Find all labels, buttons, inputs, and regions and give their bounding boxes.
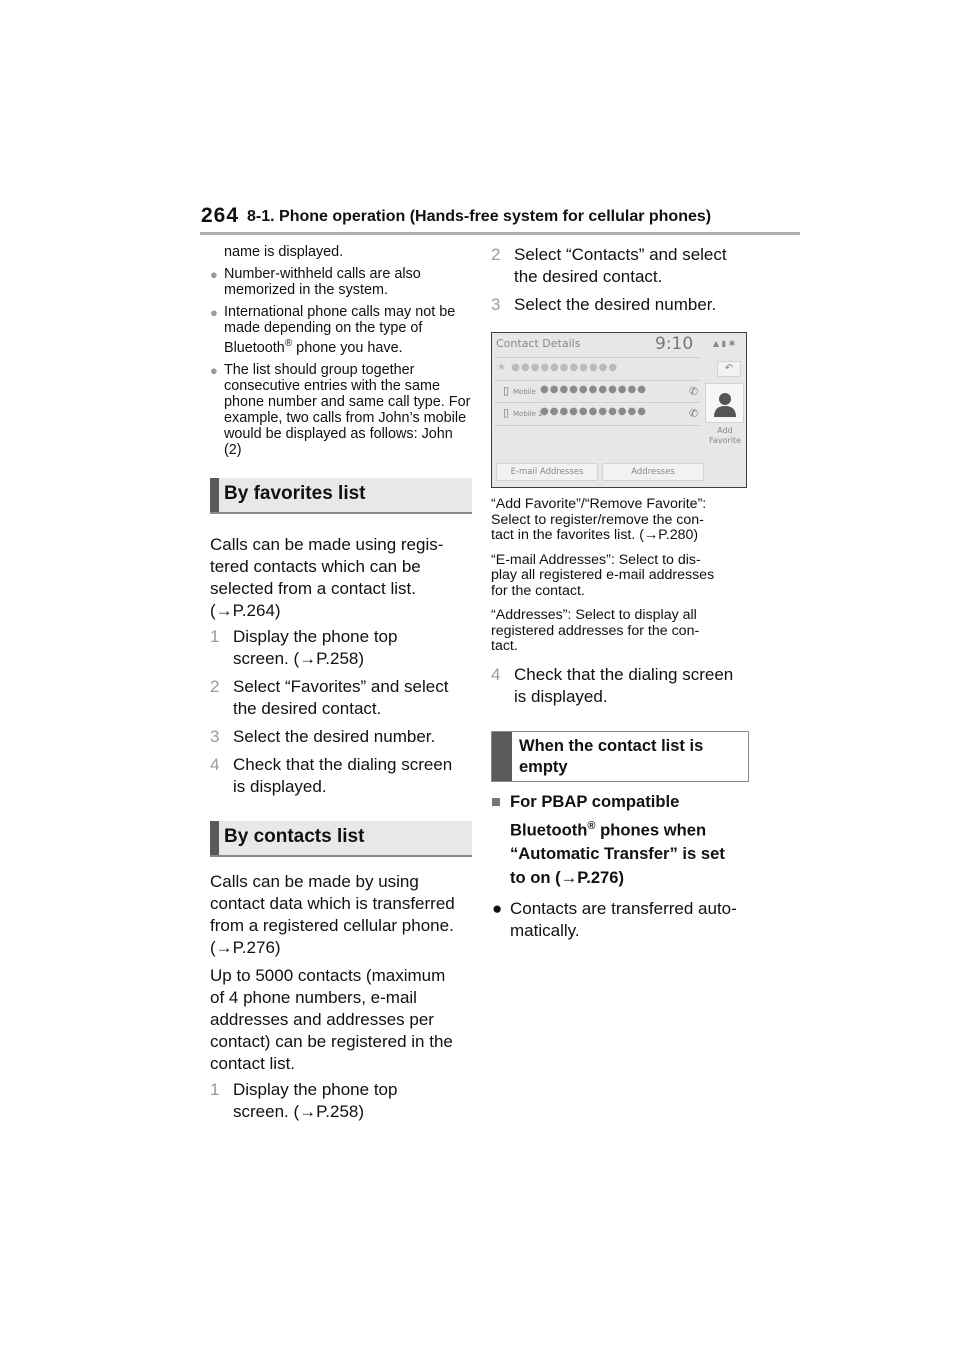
text-span: phones when — [595, 820, 707, 840]
bullet-text-tail: phone you have. — [292, 339, 403, 356]
text-line: For PBAP compatible — [510, 791, 680, 811]
page-number: 264 — [201, 204, 240, 227]
bullet-dot-icon: ● — [210, 267, 218, 282]
registered-mark: ® — [284, 338, 293, 349]
pbap-subheading — [491, 790, 753, 891]
add-favorite-label: Favorite — [709, 436, 741, 445]
text-line: selected from a contact list. — [210, 578, 416, 598]
right-column — [491, 244, 753, 942]
bullet-text: The list should group together consecutive entries with the same phone number and same call type. For example, two calls from John’s mobile would be displayed as follows: John (2) — [224, 361, 471, 458]
step-item — [491, 244, 753, 288]
text-line: “Addresses”: Select to display all — [491, 607, 697, 623]
mobile-phone-icon: ▯ — [503, 406, 510, 419]
text-line: play all registered e-mail addresses — [491, 567, 715, 583]
text-line: empty — [519, 757, 568, 776]
text-line: Contacts are transferred auto- — [510, 899, 737, 919]
add-favorite-button[interactable] — [704, 426, 746, 446]
mobile-phone-icon: ▯ — [503, 384, 510, 397]
intro-continuation: name is displayed. — [224, 244, 344, 260]
phone-number-mask: ●●●●●●●●●●● — [540, 406, 647, 417]
add-favorite-label: Add — [717, 426, 733, 435]
text-line: Calls can be made using regis- — [210, 534, 444, 554]
heading-bar — [210, 821, 219, 855]
bullet-text: Number-withheld calls are also memorized in the system. — [224, 266, 421, 298]
number-type-label: Mobile — [513, 388, 536, 396]
header-rule — [200, 232, 800, 235]
text-line: tact. — [491, 638, 518, 654]
step-number: 2 — [491, 245, 501, 264]
step-item — [491, 294, 753, 316]
step-number: 1 — [210, 1079, 220, 1099]
step-item — [210, 726, 472, 748]
step-text: Check that the dialing screen — [514, 664, 734, 684]
step-number: 4 — [210, 754, 220, 774]
person-icon — [710, 389, 740, 419]
text-line: contact data which is transferred — [210, 893, 455, 913]
step-item — [210, 1079, 472, 1123]
contact-details-screen — [491, 332, 747, 488]
contact-avatar — [705, 383, 744, 423]
call-icon[interactable]: ✆ — [689, 407, 699, 420]
step-item — [210, 754, 472, 798]
square-bullet-icon: ■ — [491, 791, 502, 811]
phone-number-row[interactable] — [495, 402, 700, 426]
step-text: the desired contact. — [514, 267, 663, 286]
step-text: screen. (→P.258) — [233, 1101, 365, 1121]
step-item — [210, 626, 472, 670]
phone-number-mask: ●●●●●●●●●●● — [540, 384, 647, 395]
note-addresses — [491, 608, 753, 655]
call-icon[interactable]: ✆ — [689, 385, 699, 398]
registered-mark: ® — [587, 819, 596, 832]
number-type-label: Mobile 2 — [513, 410, 543, 418]
bullet-dot-icon: ● — [210, 305, 218, 320]
step-number: 3 — [210, 726, 220, 746]
bullet-dot-icon: ● — [210, 362, 218, 378]
phone-number-row[interactable] — [495, 380, 700, 403]
addresses-button[interactable]: Addresses — [602, 463, 704, 481]
text-line: “Automatic Transfer” is set — [510, 844, 725, 864]
text-line: registered addresses for the con- — [491, 622, 700, 639]
text-line: (→P.264) — [210, 600, 281, 620]
text-line: “Add Favorite”/“Remove Favorite”: — [491, 496, 707, 512]
step-text: screen. (→P.258) — [233, 648, 365, 668]
favorites-heading-text: By favorites list — [224, 482, 366, 504]
text-line: tact in the favorites list. (→P.280) — [491, 527, 699, 543]
contacts-heading — [210, 821, 472, 857]
step-number: 2 — [210, 676, 220, 696]
text-line: (→P.276) — [210, 937, 281, 957]
back-button[interactable] — [717, 361, 741, 377]
text-line: for the contact. — [491, 582, 585, 599]
email-addresses-button[interactable]: E-mail Addresses — [496, 463, 598, 481]
name-row — [495, 357, 700, 379]
bullet-item — [210, 362, 472, 458]
heading-bar — [492, 732, 512, 781]
text-line: When the contact list is — [519, 736, 704, 755]
text-line — [510, 814, 753, 843]
text-line: matically. — [510, 921, 580, 941]
step-text: the desired contact. — [233, 698, 382, 718]
step-text: Select “Favorites” and select — [233, 676, 449, 696]
chapter-title: 8-1. Phone operation (Hands-free system for cellular phones) — [247, 208, 712, 225]
step-text: Select the desired number. — [514, 295, 717, 314]
auto-transfer-item — [491, 898, 753, 942]
text-line: Calls can be made by using — [210, 871, 419, 891]
step-item — [210, 676, 472, 720]
note-email-addresses — [491, 553, 753, 600]
step-text: Check that the dialing screen — [233, 754, 453, 774]
contacts-paragraph — [210, 871, 472, 959]
screen-clock: 9:10 — [655, 334, 694, 354]
note-add-favorite — [491, 497, 753, 544]
text-line: tered contacts which can be — [210, 556, 421, 576]
empty-list-heading-text — [519, 736, 703, 778]
step-text: is displayed. — [233, 776, 327, 796]
text-line: contact) can be registered in the — [210, 1031, 453, 1051]
contacts-limit-paragraph — [210, 965, 472, 1075]
step-number: 4 — [491, 664, 501, 684]
step-text: Select the desired number. — [233, 726, 436, 746]
step-number: 1 — [210, 626, 220, 646]
bullet-dot-icon: ● — [492, 899, 503, 919]
back-arrow-icon: ↶ — [724, 363, 734, 374]
step-item — [491, 664, 753, 708]
step-text: Display the phone top — [233, 1079, 398, 1099]
bullet-item — [210, 304, 472, 356]
heading-bar — [210, 478, 219, 512]
bullet-text: International phone calls may not be made depending on the type of Bluetooth — [224, 304, 456, 356]
bullet-item — [210, 266, 472, 298]
status-icons: ▲ ▮ ✱ — [713, 339, 736, 348]
contact-name-mask: ★ ●●●●●●●●●●● — [497, 362, 619, 373]
left-column — [210, 244, 472, 1123]
text-line: of 4 phone numbers, e-mail — [210, 987, 417, 1007]
text-line: Up to 5000 contacts (maximum — [210, 965, 446, 985]
contacts-heading-text: By contacts list — [224, 825, 365, 847]
step-number: 3 — [491, 295, 501, 314]
favorites-paragraph — [210, 534, 472, 622]
text-line: contact list. — [210, 1053, 296, 1073]
screen-notes — [491, 497, 753, 655]
screen-title: Contact Details — [496, 337, 581, 350]
text-line: “E-mail Addresses”: Select to dis- — [491, 551, 701, 568]
text-line: addresses and addresses per — [210, 1009, 434, 1029]
step-text: Display the phone top — [233, 626, 398, 646]
text-line: to on (→P.276) — [510, 868, 625, 888]
empty-list-heading — [491, 731, 749, 782]
step-text: is displayed. — [514, 686, 608, 706]
text-line: Select to register/remove the con- — [491, 511, 704, 528]
text-line: from a registered cellular phone. — [210, 915, 454, 935]
step-text: Select “Contacts” and select — [514, 245, 727, 264]
text-span: Bluetooth — [510, 820, 588, 840]
favorites-heading — [210, 478, 472, 514]
